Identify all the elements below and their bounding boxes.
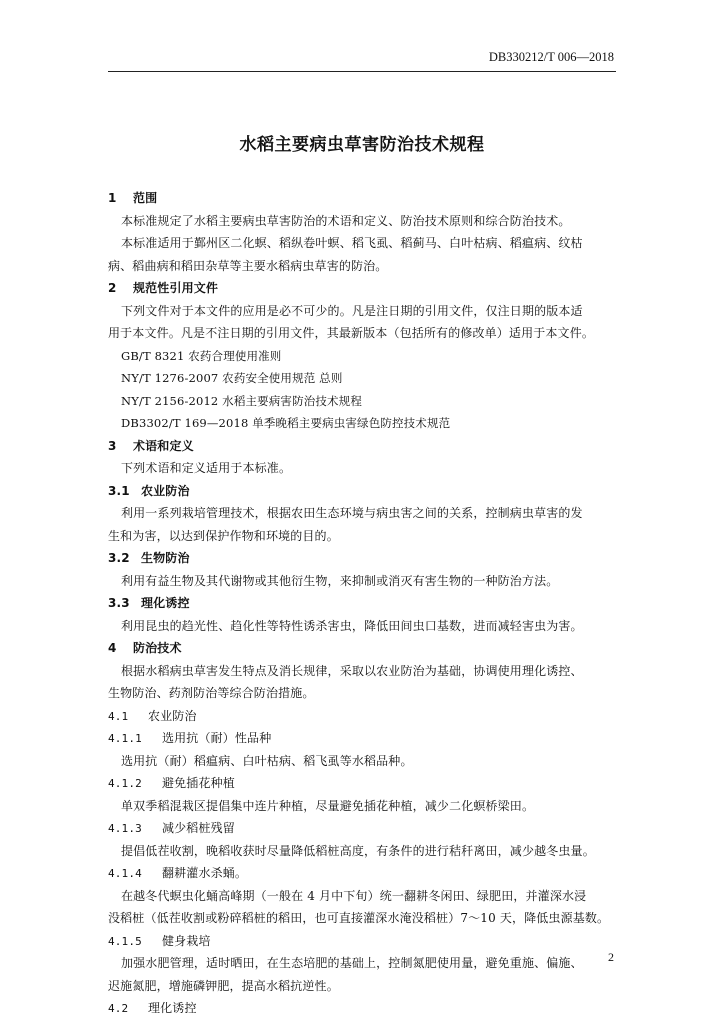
section-number: 1 bbox=[108, 191, 117, 205]
paragraph-line: 在越冬代螟虫化蛹高峰期（一般在 4 月中下旬）统一翻耕冬闲田、绿肥田，并灌深水浸 bbox=[121, 888, 587, 903]
section-heading bbox=[108, 997, 618, 1020]
section-number: 4.1.2 bbox=[108, 777, 142, 790]
section-title: 选用抗（耐）性品种 bbox=[162, 731, 272, 745]
reference-entry: NY/T 2156-2012 水稻主要病害防治技术规程 bbox=[121, 393, 362, 408]
paragraph-line: 利用一系列栽培管理技术，根据农田生态环境与病虫害之间的关系，控制病虫草害的发 bbox=[121, 506, 583, 520]
section-heading bbox=[108, 727, 618, 750]
paragraph-line: 没稻桩（低茬收割或粉碎稻桩的稻田，也可直接灌深水淹没稻桩）7～10 天，降低虫源基数。 bbox=[108, 911, 610, 925]
section-heading bbox=[108, 705, 618, 728]
paragraph-line: 加强水肥管理，适时晒田，在生态培肥的基础上，控制氮肥使用量，避免重施、偏施、 bbox=[121, 956, 583, 970]
paragraph-line: 病、稻曲病和稻田杂草等主要水稻病虫草害的防治。 bbox=[108, 258, 388, 273]
paragraph-line: 迟施氮肥，增施磷钾肥，提高水稻抗逆性。 bbox=[108, 978, 339, 993]
section-number: 4.1.4 bbox=[108, 867, 142, 880]
paragraph-line: 利用昆虫的趋光性、趋化性等特性诱杀害虫，降低田间虫口基数，进而减轻害虫为害。 bbox=[121, 618, 583, 633]
section-number: 3.1 bbox=[108, 483, 130, 498]
section-heading bbox=[108, 435, 618, 458]
section-title: 生物防治 bbox=[141, 551, 190, 565]
section-title: 理化诱控 bbox=[148, 1001, 197, 1015]
paragraph-line: 用于本文件。凡是不注日期的引用文件，其最新版本（包括所有的修改单）适用于本文件。 bbox=[108, 326, 595, 340]
document-body bbox=[108, 187, 618, 1020]
section-title: 术语和定义 bbox=[133, 438, 194, 453]
section-title: 范围 bbox=[133, 191, 158, 205]
section-title: 农业防治 bbox=[141, 483, 190, 498]
reference-entry: DB3302/T 169—2018 单季晚稻主要病虫害绿色防控技术规范 bbox=[121, 416, 451, 430]
section-number: 4.1.5 bbox=[108, 934, 142, 948]
section-title: 避免插花种植 bbox=[162, 776, 235, 790]
paragraph-line: 下列术语和定义适用于本标准。 bbox=[121, 461, 292, 475]
paragraph-line: 生和为害，以达到保护作物和环境的目的。 bbox=[108, 528, 339, 543]
section-number: 4.1.3 bbox=[108, 822, 142, 835]
paragraph-line: 本标准适用于鄞州区二化螟、稻纵卷叶螟、稻飞虱、稻蓟马、白叶枯病、稻瘟病、纹枯 bbox=[121, 236, 583, 250]
paragraph-line: 根据水稻病虫草害发生特点及消长规律，采取以农业防治为基础，协调使用理化诱控、 bbox=[121, 663, 583, 678]
reference-entry: NY/T 1276-2007 农药安全使用规范 总则 bbox=[121, 371, 343, 385]
section-heading bbox=[108, 772, 618, 795]
section-heading bbox=[108, 547, 618, 570]
section-heading bbox=[108, 187, 618, 210]
section-title: 翻耕灌水杀蛹。 bbox=[162, 866, 248, 880]
section-title: 规范性引用文件 bbox=[133, 281, 219, 295]
section-heading bbox=[108, 817, 618, 840]
section-title: 防治技术 bbox=[133, 641, 182, 655]
section-heading bbox=[108, 592, 618, 615]
section-number: 3.2 bbox=[108, 551, 130, 565]
section-number: 4 bbox=[108, 641, 117, 655]
section-title: 理化诱控 bbox=[141, 596, 190, 610]
section-heading bbox=[108, 862, 618, 885]
paragraph-line: 下列文件对于本文件的应用是必不可少的。凡是注日期的引用文件，仅注日期的版本适 bbox=[121, 303, 583, 318]
page-number: 2 bbox=[608, 950, 614, 964]
header-rule bbox=[108, 71, 616, 72]
section-heading bbox=[108, 480, 618, 503]
section-title: 减少稻桩残留 bbox=[162, 821, 235, 835]
section-number: 4.1 bbox=[108, 709, 129, 723]
section-heading bbox=[108, 637, 618, 660]
section-number: 4.1.1 bbox=[108, 732, 142, 745]
reference-entry: GB/T 8321 农药合理使用准则 bbox=[121, 348, 282, 363]
section-title: 健身栽培 bbox=[162, 933, 211, 948]
section-title: 农业防治 bbox=[148, 708, 197, 723]
paragraph-line: 生物防治、药剂防治等综合防治措施。 bbox=[108, 686, 315, 700]
paragraph-line: 本标准规定了水稻主要病虫草害防治的术语和定义、防治技术原则和综合防治技术。 bbox=[121, 213, 571, 228]
section-heading bbox=[108, 277, 618, 300]
paragraph-line: 单双季稻混栽区提倡集中连片种植，尽量避免插花种植，减少二化螟桥梁田。 bbox=[121, 798, 535, 813]
section-number: 3.3 bbox=[108, 596, 130, 610]
section-heading bbox=[108, 930, 618, 953]
document-title: 水稻主要病虫草害防治技术规程 bbox=[239, 135, 485, 155]
document-number: DB330212/T 006—2018 bbox=[488, 50, 614, 64]
section-number: 4.2 bbox=[108, 1002, 129, 1015]
paragraph-line: 选用抗（耐）稻瘟病、白叶枯病、稻飞虱等水稻品种。 bbox=[121, 753, 413, 768]
paragraph-line: 利用有益生物及其代谢物或其他衍生物，来抑制或消灭有害生物的一种防治方法。 bbox=[121, 573, 559, 588]
section-number: 3 bbox=[108, 438, 117, 453]
paragraph-line: 提倡低茬收割，晚稻收获时尽量降低稻桩高度，有条件的进行秸秆离田，减少越冬虫量。 bbox=[121, 843, 595, 858]
section-number: 2 bbox=[108, 281, 117, 295]
